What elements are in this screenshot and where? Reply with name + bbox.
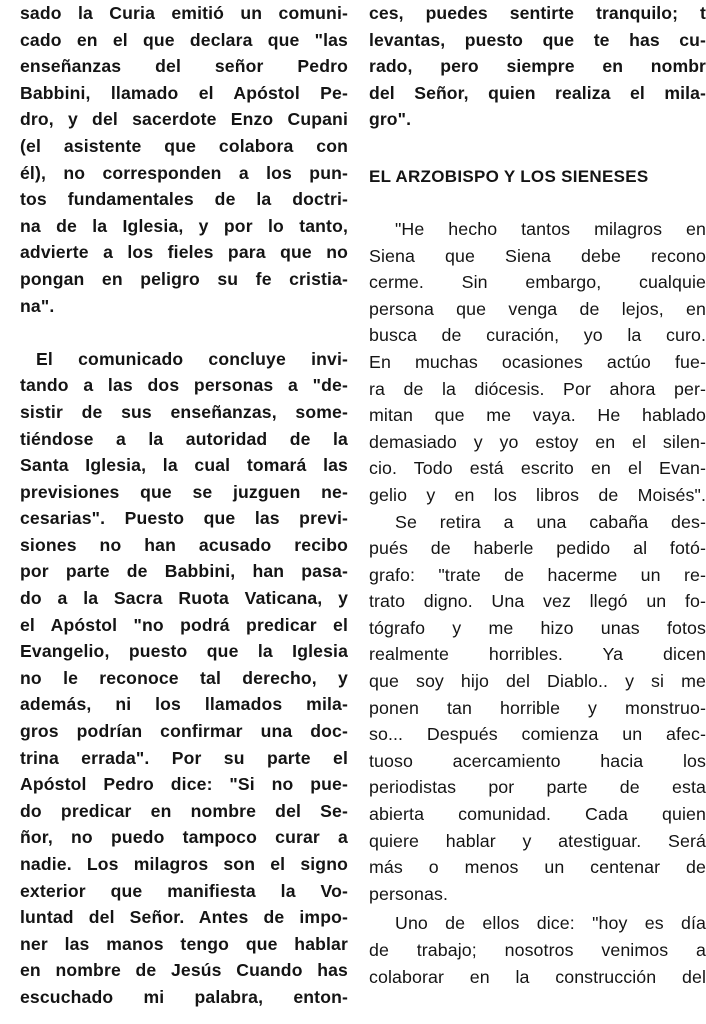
text-line: persona que venga de lejos, en — [369, 298, 706, 319]
text-line: luntad del Señor. Antes de impo- — [20, 907, 348, 928]
text-line: tando a las dos personas a "de- — [20, 375, 348, 396]
text-line: En muchas ocasiones actúo fue- — [369, 351, 706, 372]
text-line: de trabajo; nosotros venimos a — [369, 940, 706, 960]
text-line: pués de haberle pedido al fotó- — [369, 538, 706, 559]
text-line: sado la Curia emitió un comuni- — [20, 3, 348, 23]
text-line: ponen tan horrible y monstruo- — [369, 697, 706, 718]
paragraph-gap — [20, 319, 348, 346]
text-line: ra de la diócesis. Por ahora per- — [369, 378, 706, 399]
text-line: exterior que manifiesta la Vo- — [20, 880, 348, 901]
text-line: no le reconoce tal derecho, y — [20, 667, 348, 688]
text-line: tuoso acercamiento hacia los — [369, 750, 706, 771]
text-line: previsiones que se juzguen ne- — [20, 481, 348, 502]
left-column — [20, 0, 348, 1011]
text-line: trina errada". Por su parte el — [20, 747, 348, 768]
text-line: do a la Sacra Ruota Vaticana, y — [20, 588, 348, 609]
text-line: Se retira a una cabaña des- — [395, 511, 706, 532]
text-line: del Señor, quien realiza el mila- — [369, 82, 706, 103]
text-line: do predicar en nombre del Se- — [20, 800, 348, 821]
text-line: na de la Iglesia, y por lo tanto, — [20, 215, 348, 236]
text-line: además, ni los llamados mila- — [20, 694, 348, 715]
text-line: tiéndose a la autoridad de la — [20, 428, 348, 449]
right-column — [369, 0, 706, 990]
text-line: grafo: "trate de hacerme un re- — [369, 564, 706, 585]
text-line: enseñanzas del señor Pedro — [20, 56, 348, 77]
text-line: Siena que Siena debe recono — [369, 245, 706, 266]
text-line: so... Después comienza un afec- — [369, 724, 706, 745]
text-line: Uno de ellos dice: "hoy es día — [395, 913, 706, 934]
text-line: ces, puedes sentirte tranquilo; t — [369, 3, 706, 23]
text-line: Apóstol Pedro dice: "Si no pue- — [20, 774, 348, 795]
text-line: tógrafo y me hizo unas fotos — [369, 617, 706, 638]
paragraph-miracles-quote — [369, 216, 706, 509]
text-line: en nombre de Jesús Cuando has — [20, 960, 348, 981]
paragraph-retreat — [369, 509, 706, 908]
text-line: sistir de sus enseñanzas, some- — [20, 401, 348, 422]
text-line: rado, pero siempre en nombr — [369, 56, 706, 77]
text-line: el Apóstol "no podrá predicar el — [20, 614, 348, 635]
text-line: "He hecho tantos milagros en — [395, 218, 706, 239]
text-line: gros podrían confirmar una doc- — [20, 721, 348, 742]
text-line: pongan en peligro su fe cristia- — [20, 268, 348, 289]
text-line: cerme. Sin embargo, cualquie — [369, 272, 706, 293]
text-line: realmente horribles. Ya dicen — [369, 644, 706, 665]
text-line: ñor, no puedo tampoco curar a — [20, 827, 348, 848]
text-line: advierte a los fieles para que no — [20, 242, 348, 263]
text-line: periodistas por parte de esta — [369, 777, 706, 798]
text-line: escuchado mi palabra, enton- — [20, 986, 348, 1007]
text-line: El comunicado concluye invi- — [36, 348, 348, 369]
text-line: cado en el que declara que "las — [20, 29, 348, 50]
heading-gap — [369, 194, 706, 216]
text-line: tos fundamentales de la doctri- — [20, 189, 348, 210]
text-line: cesarias". Puesto que las previ- — [20, 508, 348, 529]
text-line: (el asistente que colabora con — [20, 135, 348, 156]
text-line: personas. — [369, 883, 448, 904]
text-line: abierta comunidad. Cada quien — [369, 804, 706, 825]
text-line: demasiado y yo estoy en el silen- — [369, 431, 706, 452]
paragraph-quote-continuation — [369, 0, 706, 133]
text-line: levantas, puesto que te has cu- — [369, 29, 706, 50]
paragraph-communique-conclusion — [20, 346, 348, 1011]
text-line: más o menos un centenar de — [369, 857, 706, 878]
paragraph-curia-statement — [20, 0, 348, 319]
text-line: cio. Todo está escrito en el Evan- — [369, 458, 706, 479]
text-line: que soy hijo del Diablo.. y si me — [369, 671, 706, 692]
text-line: colaborar en la construcción del — [369, 966, 706, 987]
text-line: Evangelio, puesto que la Iglesia — [20, 641, 348, 662]
text-line: mitan que me vaya. He hablado — [369, 405, 706, 426]
heading-gap — [369, 133, 706, 160]
text-line: busca de curación, yo la curo. — [369, 325, 706, 346]
text-line: siones no han acusado recibo — [20, 534, 348, 555]
text-line: gro". — [369, 109, 412, 130]
text-line: ner las manos tengo que hablar — [20, 933, 348, 954]
text-line: Santa Iglesia, la cual tomará las — [20, 455, 348, 476]
text-line: dro, y del sacerdote Enzo Cupani — [20, 109, 348, 130]
section-heading: EL ARZOBISPO Y LOS SIENESES — [369, 166, 649, 186]
text-line: gelio y en los libros de Moisés". — [369, 484, 706, 505]
paragraph-testimony — [369, 910, 706, 990]
text-line: na". — [20, 295, 55, 316]
text-line: Babbini, llamado el Apóstol Pe- — [20, 82, 348, 103]
text-line: nadie. Los milagros son el signo — [20, 854, 348, 874]
text-line: por parte de Babbini, han pasa- — [20, 561, 348, 582]
text-line: quiere hablar y atestiguar. Será — [369, 830, 706, 851]
text-line: trato digno. Una vez llegó un fo- — [369, 591, 706, 612]
text-line: él), no corresponden a los pun- — [20, 162, 348, 183]
